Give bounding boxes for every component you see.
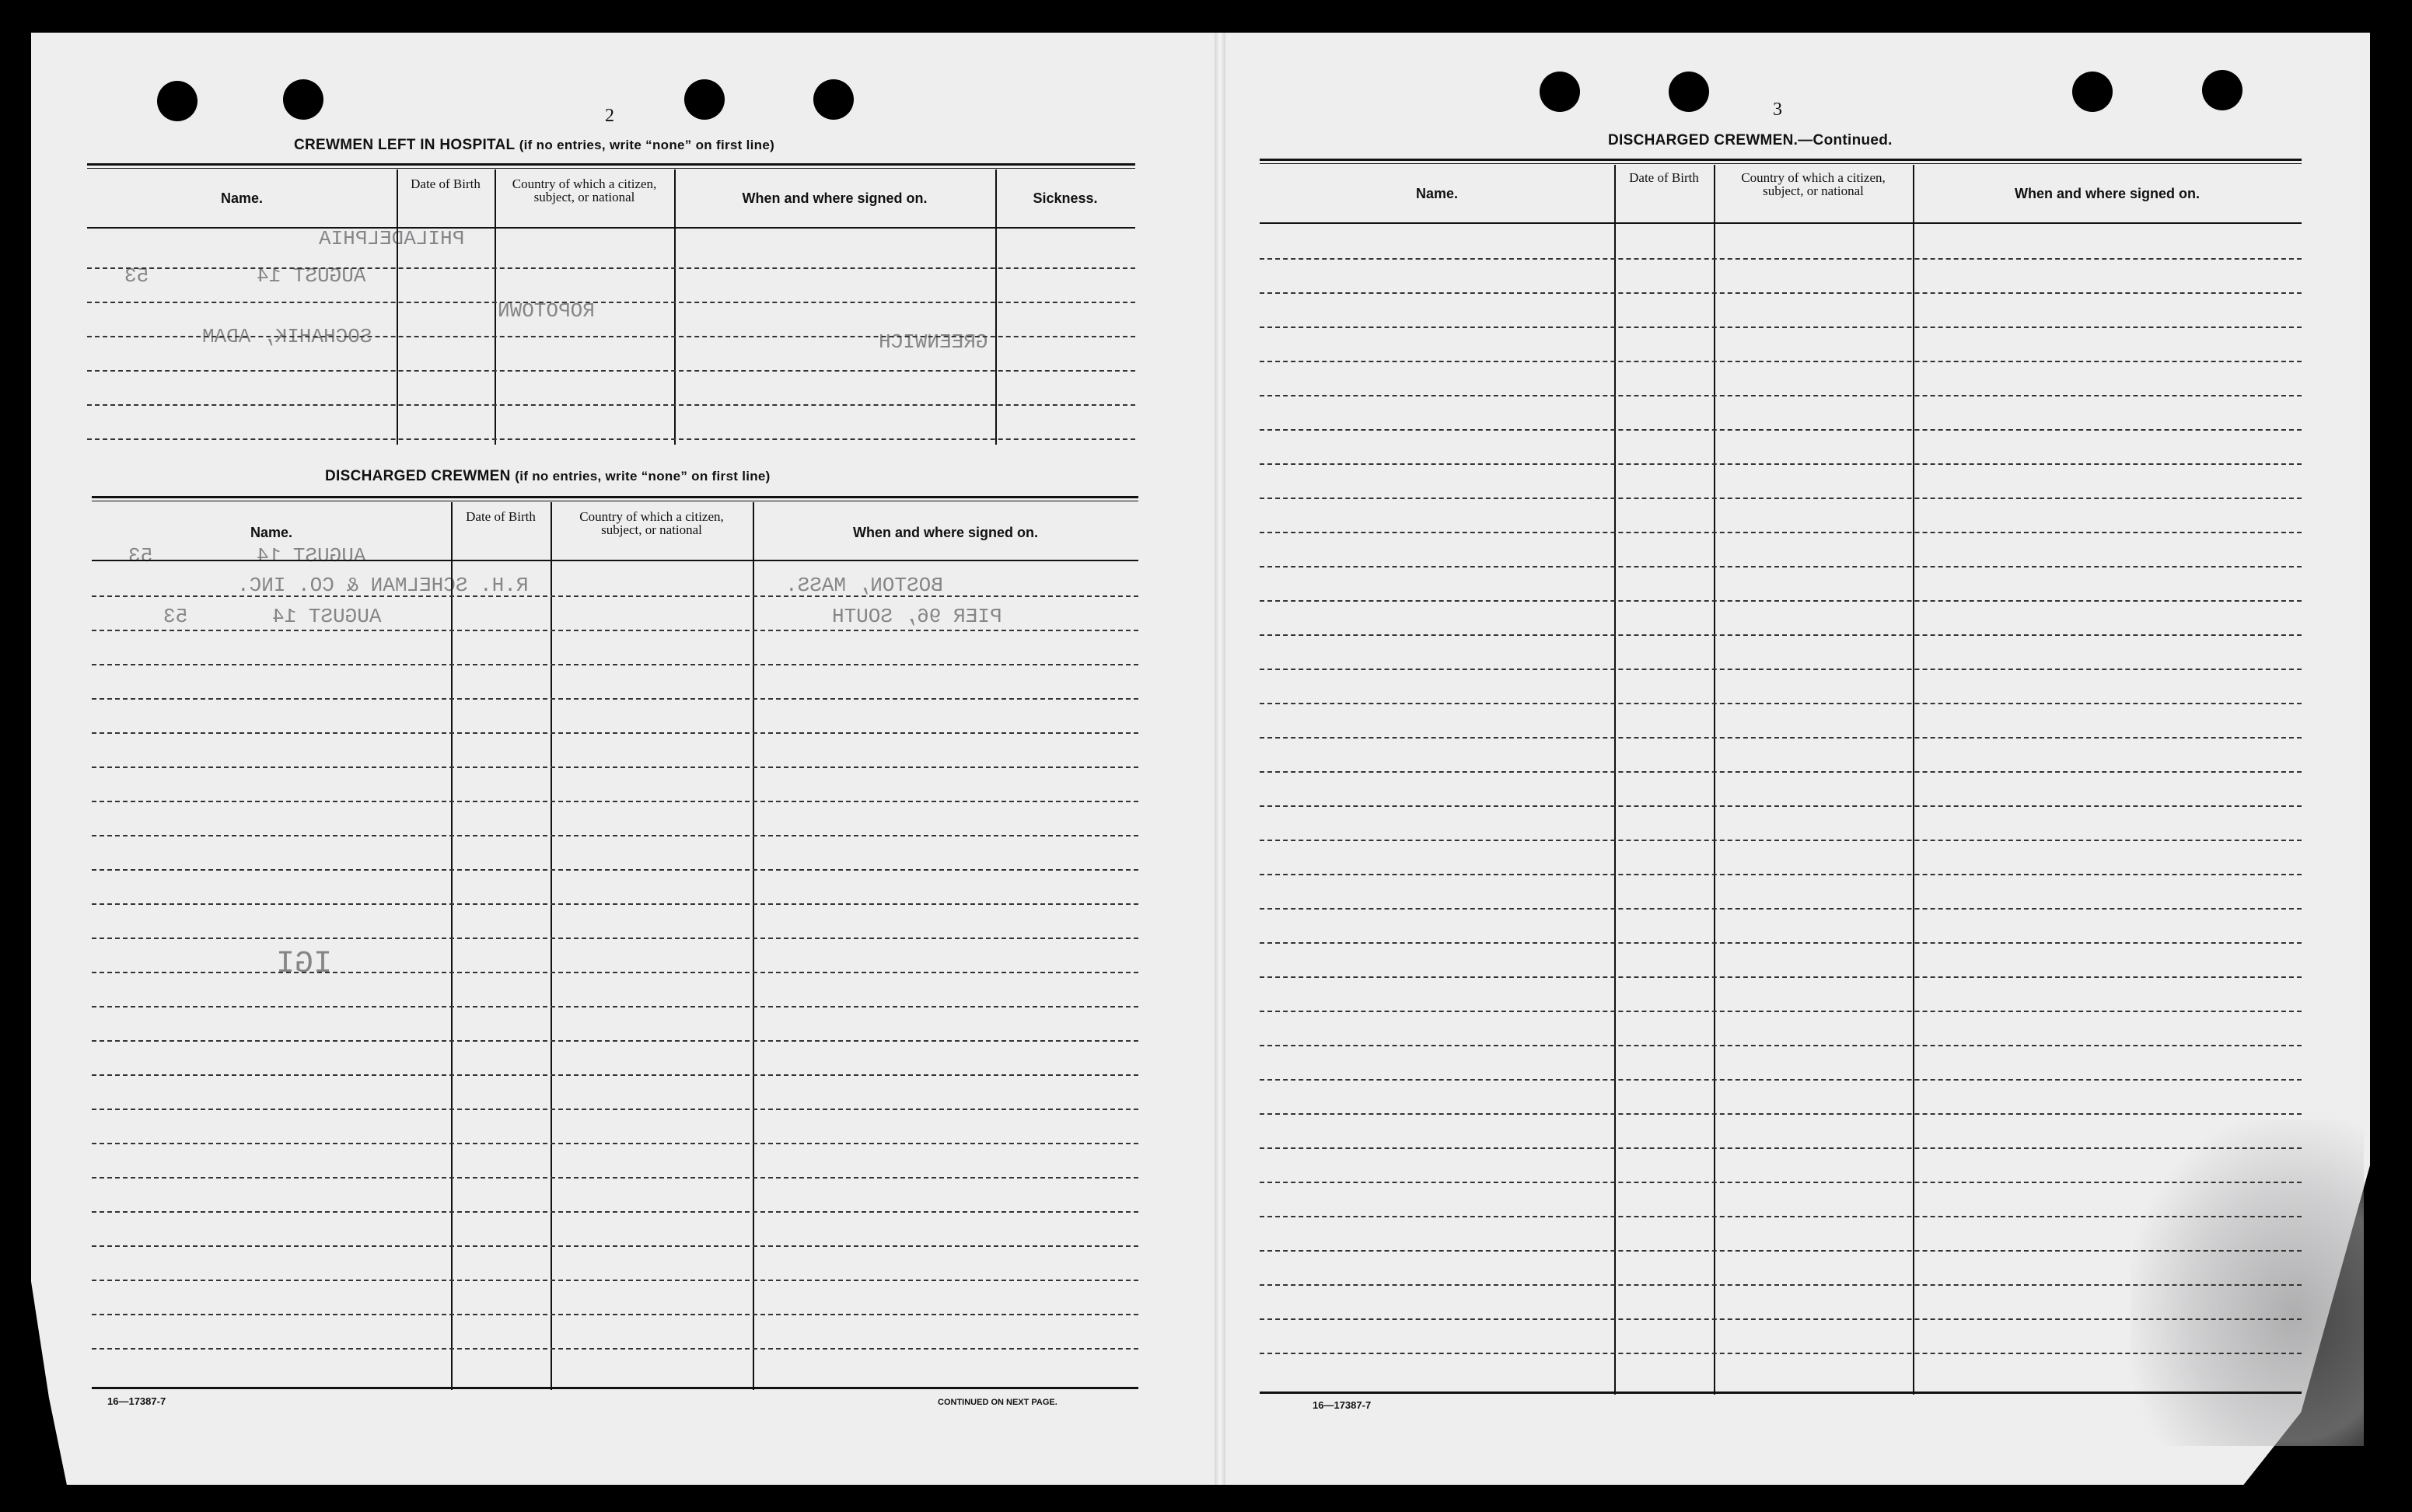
table-row[interactable] — [1260, 703, 2302, 704]
show-through-text: BOSTON, MASS. — [785, 574, 943, 597]
discharged-section-title: DISCHARGED CREWMEN (if no entries, write “none” on first line) — [325, 468, 771, 484]
show-through-text: 53 — [124, 264, 149, 288]
table-row[interactable] — [87, 370, 1135, 372]
show-through-text: IGI — [276, 947, 333, 982]
table-row[interactable] — [1260, 942, 2302, 944]
column-header-date-of-birth: Date of Birth — [411, 176, 481, 191]
form-code: 16—17387-7 — [107, 1395, 166, 1407]
table-row[interactable] — [92, 664, 1138, 665]
punch-hole — [1540, 72, 1580, 112]
table-row[interactable] — [92, 869, 1138, 871]
table-row[interactable] — [92, 595, 1138, 597]
table-row[interactable] — [1260, 429, 2302, 431]
table-row[interactable] — [92, 903, 1138, 905]
table-row[interactable] — [1260, 326, 2302, 328]
table-row[interactable] — [1260, 1318, 2302, 1320]
table-row[interactable] — [92, 1040, 1138, 1042]
punch-hole — [813, 79, 854, 120]
table-row[interactable] — [1260, 258, 2302, 260]
table-row[interactable] — [1260, 361, 2302, 362]
column-header-name: Name. — [250, 525, 293, 540]
hospital-section-title: CREWMEN LEFT IN HOSPITAL (if no entries, write “none” on first line) — [294, 137, 775, 153]
column-header-country: Country of which a citizen, subject, or national — [1741, 170, 1886, 198]
table-row[interactable] — [92, 732, 1138, 734]
table-row[interactable] — [87, 267, 1135, 269]
punch-hole — [2072, 72, 2113, 112]
table-row[interactable] — [92, 1177, 1138, 1179]
column-header-name: Name. — [1415, 186, 1459, 201]
show-through-text: 53 — [128, 544, 153, 567]
column-header-name: Name. — [220, 190, 264, 206]
column-header-date-of-birth: Date of Birth — [1629, 170, 1699, 185]
column-header-signed-on: When and where signed on. — [742, 190, 928, 206]
discharged-continued-table — [1260, 159, 2302, 1395]
table-row[interactable] — [1260, 1011, 2302, 1012]
table-row[interactable] — [1260, 498, 2302, 499]
table-row[interactable] — [92, 972, 1138, 973]
show-through-text: AUGUST 14 — [272, 605, 382, 628]
column-header-signed-on: When and where signed on. — [2014, 186, 2201, 201]
column-header-country: Country of which a citizen, subject, or national — [512, 176, 657, 204]
page-number: 3 — [1773, 100, 1782, 120]
page-number: 2 — [605, 106, 614, 126]
hospital-rows — [87, 163, 1135, 445]
discharged-rows — [92, 496, 1138, 1390]
table-row[interactable] — [1260, 1284, 2302, 1286]
table-row[interactable] — [1260, 600, 2302, 602]
table-row[interactable] — [87, 336, 1135, 337]
show-through-text: R.H. SCHELMAN & CO. INC. — [237, 574, 529, 597]
table-row[interactable] — [92, 938, 1138, 939]
punch-hole — [157, 81, 198, 121]
table-row[interactable] — [92, 1109, 1138, 1110]
table-row[interactable] — [1260, 292, 2302, 294]
show-through-text: AUGUST 14 — [257, 544, 366, 567]
show-through-text: PIER 96, SOUTH — [832, 605, 1002, 628]
table-row[interactable] — [1260, 395, 2302, 396]
table-row[interactable] — [92, 1211, 1138, 1213]
table-row[interactable] — [87, 438, 1135, 440]
form-code: 16—17387-7 — [1313, 1399, 1372, 1411]
column-header-signed-on: When and where signed on. — [852, 525, 1039, 540]
table-row[interactable] — [92, 801, 1138, 802]
discharged-table — [92, 496, 1138, 1390]
table-row[interactable] — [92, 1143, 1138, 1144]
table-row[interactable] — [92, 1245, 1138, 1247]
column-header-sickness: Sickness. — [1033, 190, 1098, 206]
hospital-table — [87, 163, 1135, 445]
discharged-continued-rows — [1260, 159, 2302, 1395]
table-row[interactable] — [1260, 840, 2302, 841]
table-row[interactable] — [92, 1348, 1138, 1350]
table-row[interactable] — [1260, 908, 2302, 910]
table-row[interactable] — [1260, 634, 2302, 636]
table-row[interactable] — [1260, 1045, 2302, 1046]
table-row[interactable] — [92, 1280, 1138, 1281]
continued-note: CONTINUED ON NEXT PAGE. — [938, 1398, 1057, 1407]
punch-hole — [1669, 72, 1709, 112]
center-fold — [1215, 33, 1225, 1485]
table-row[interactable] — [1260, 737, 2302, 739]
table-row[interactable] — [1260, 805, 2302, 807]
table-row[interactable] — [87, 302, 1135, 303]
show-through-text: 53 — [163, 605, 188, 628]
table-row[interactable] — [92, 766, 1138, 768]
punch-hole — [283, 79, 323, 120]
table-row[interactable] — [1260, 1353, 2302, 1354]
table-row[interactable] — [1260, 874, 2302, 875]
table-row[interactable] — [92, 698, 1138, 700]
discharged-continued-title: DISCHARGED CREWMEN.—Continued. — [1608, 132, 1893, 148]
show-through-text: ROPOTOWN — [498, 299, 595, 323]
table-row[interactable] — [92, 1314, 1138, 1315]
table-row[interactable] — [1260, 1250, 2302, 1252]
punch-hole — [2202, 70, 2242, 110]
table-row[interactable] — [1260, 1113, 2302, 1115]
table-row[interactable] — [87, 404, 1135, 406]
table-row[interactable] — [1260, 532, 2302, 533]
table-row[interactable] — [92, 835, 1138, 836]
table-row[interactable] — [1260, 463, 2302, 465]
table-row[interactable] — [1260, 976, 2302, 978]
table-row[interactable] — [1260, 1147, 2302, 1149]
table-row[interactable] — [1260, 1079, 2302, 1081]
punch-hole — [684, 79, 725, 120]
show-through-text: SOCHAHIK, ADAM — [202, 325, 372, 348]
column-header-country: Country of which a citizen, subject, or national — [579, 509, 724, 537]
show-through-text: AUGUST 14 — [257, 264, 366, 288]
table-row[interactable] — [92, 1074, 1138, 1076]
table-row[interactable] — [1260, 669, 2302, 670]
table-row[interactable] — [92, 630, 1138, 631]
table-row[interactable] — [1260, 1182, 2302, 1183]
show-through-text: GREENWICH — [879, 330, 988, 354]
show-through-text: PHILADELPHIA — [319, 227, 465, 250]
table-row[interactable] — [92, 1006, 1138, 1007]
table-row[interactable] — [1260, 566, 2302, 567]
column-header-date-of-birth: Date of Birth — [466, 509, 536, 524]
table-row[interactable] — [1260, 771, 2302, 773]
table-row[interactable] — [1260, 1216, 2302, 1217]
